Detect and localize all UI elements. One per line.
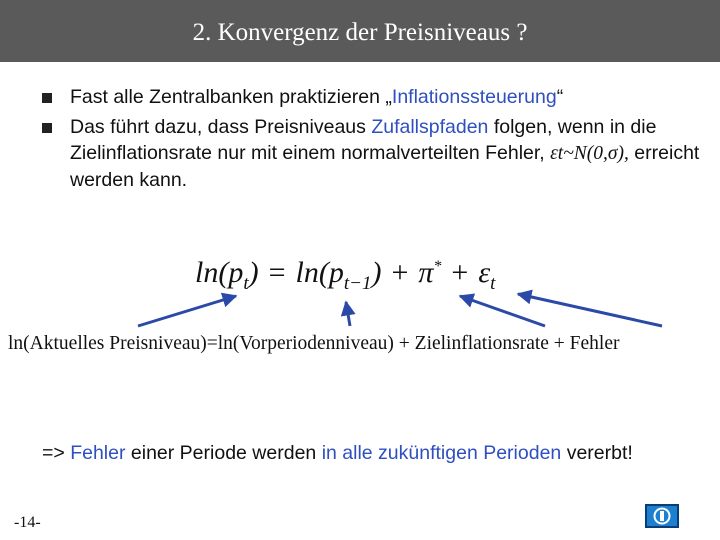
conclusion-arrow: => (42, 442, 71, 464)
conclusion-highlight-1: Fehler (70, 442, 126, 464)
home-nav-icon (652, 507, 672, 525)
bullet-2-highlight: Zufallspfaden (371, 116, 489, 138)
eq-ln-right: ln( (295, 256, 329, 289)
bullet-1-highlight: Inflationssteuerung (391, 86, 557, 108)
eq-sub-left: t (243, 273, 249, 294)
slide-title: 2. Konvergenz der Preisniveaus ? (192, 19, 528, 46)
eq-close-right: ) (371, 256, 382, 289)
arrow-to-ln-pt-1 (346, 302, 350, 326)
eq-sub-epsilon: t (490, 273, 496, 294)
arrow-to-ln-pt (138, 296, 236, 326)
eq-plus-1: + (391, 256, 409, 289)
bullet-2-text-post: erreicht werden kann. (70, 142, 700, 191)
bullet-2-text-mid: folgen, wenn in die Zielinflationsrate nur mit einem normalverteilten Fehler, (70, 116, 657, 164)
eq-ln-left: ln( (195, 256, 229, 289)
eq-plus-2: + (451, 256, 469, 289)
eq-p-right: p (328, 256, 344, 289)
eq-sub-right: t−1 (343, 273, 372, 294)
conclusion-highlight-2: in alle zukünftigen Perioden (321, 442, 562, 464)
bullet-1-text-post: “ (556, 86, 564, 108)
eq-epsilon: ε (478, 256, 491, 289)
conclusion-post: vererbt! (561, 442, 633, 464)
arrow-to-pi (460, 296, 545, 326)
eq-star: * (433, 258, 442, 275)
eq-equals: = (268, 256, 286, 289)
arrow-to-epsilon (518, 294, 662, 326)
bullet-1-text-pre: Fast alle Zentralbanken praktizieren „ (70, 86, 392, 108)
bullet-2-math: εt~N(0,σ), (550, 143, 629, 164)
page-number: -14- (14, 514, 41, 531)
conclusion-mid: einer Periode werden (125, 442, 322, 464)
eq-p-left: p (228, 256, 244, 289)
conclusion (42, 442, 633, 465)
bullet-2-text-pre: Das führt dazu, dass Preisniveaus (70, 116, 372, 138)
eq-pi: π (418, 256, 434, 289)
equation-annotation: ln(Aktuelles Preisniveau)=ln(Vorperiodenniveau) + Zielinflationsrate + Fehler (8, 333, 620, 354)
eq-close-left: ) (248, 256, 259, 289)
home-nav-button[interactable] (645, 504, 679, 528)
